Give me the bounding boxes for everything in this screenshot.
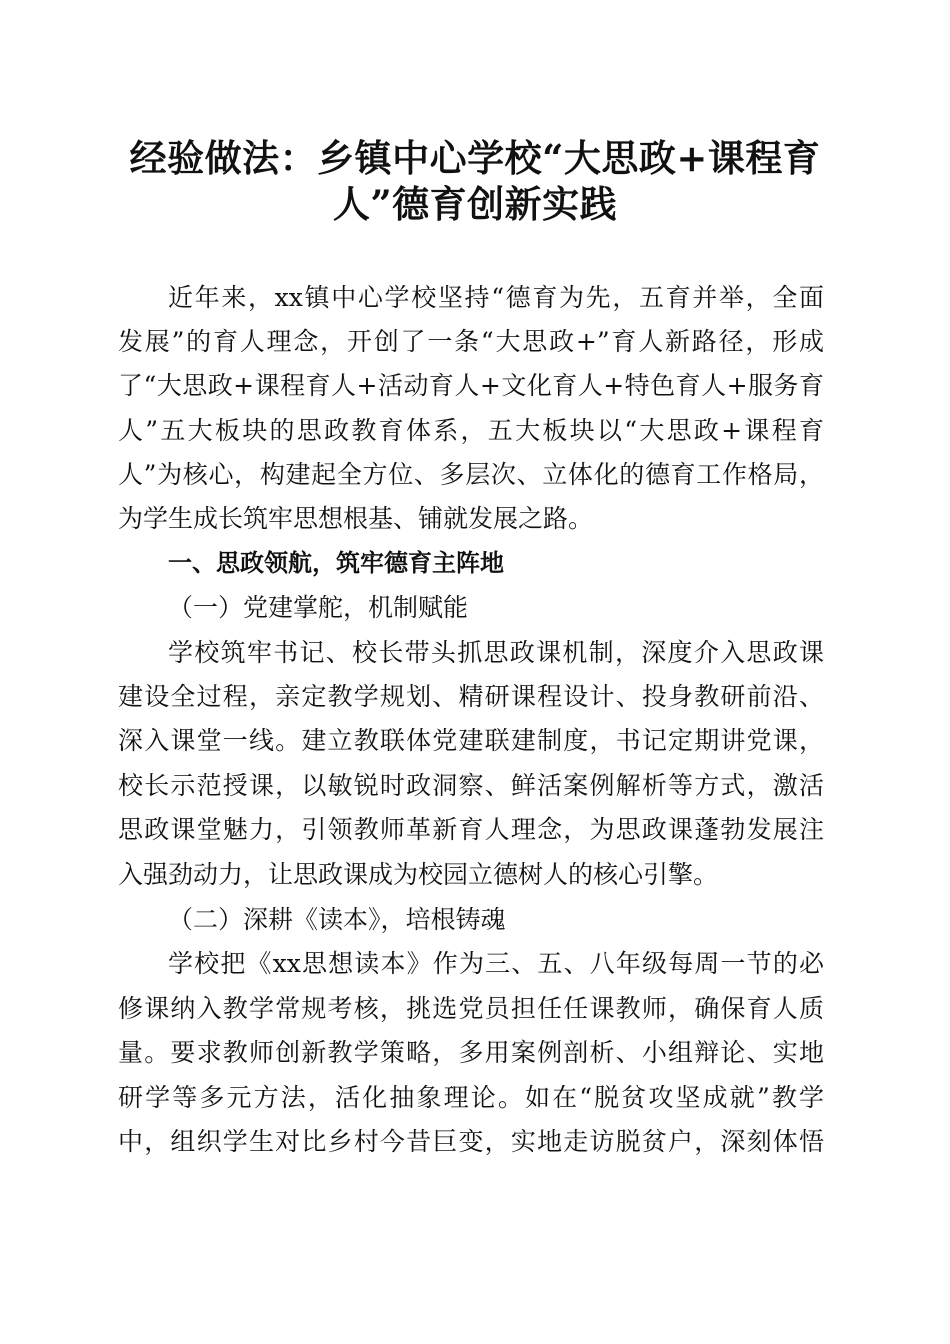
- subsection-1-line-6: 入强劲动力，让思政课成为校园立德树人的核心引擎。: [118, 860, 719, 889]
- subsection-2-line-2: 修课纳入教学常规考核，挑选党员担任任课教师，确保育人质: [118, 994, 824, 1023]
- subsection-1-line-1: 学校筑牢书记、校长带头抓思政课机制，深度介入思政课: [168, 638, 824, 667]
- subsection-2-line-5: 中，组织学生对比乡村今昔巨变，实地走访脱贫户，深刻体悟: [118, 1127, 824, 1156]
- subsection-1-line-2: 建设全过程，亲定教学规划、精研课程设计、投身教研前沿、: [118, 682, 824, 711]
- subsection-2-heading: （二）深耕《读本》，培根铸魂: [168, 905, 506, 934]
- section-1-heading: 一、思政领航，筑牢德育主阵地: [168, 549, 504, 577]
- intro-line-4: 人”五大板块的思政教育体系，五大板块以“大思政+课程育: [118, 416, 824, 445]
- intro-line-2: 发展”的育人理念，开创了一条“大思政+”育人新路径，形成: [118, 327, 824, 356]
- intro-line-6: 为学生成长筑牢思想根基、铺就发展之路。: [118, 504, 594, 533]
- document-title-line-2: 人”德育创新实践: [332, 182, 618, 226]
- document-title-line-1: 经验做法：乡镇中心学校“大思政+课程育: [129, 136, 821, 180]
- intro-line-1: 近年来，xx镇中心学校坚持“德育为先，五育并举，全面: [168, 283, 824, 312]
- subsection-1-heading: （一）党建掌舵，机制赋能: [168, 593, 469, 622]
- intro-line-3: 了“大思政+课程育人+活动育人+文化育人+特色育人+服务育: [118, 371, 824, 400]
- subsection-1-line-5: 思政课堂魅力，引领教师革新育人理念，为思政课蓬勃发展注: [118, 815, 824, 844]
- intro-line-5: 人”为核心，构建起全方位、多层次、立体化的德育工作格局，: [118, 460, 824, 489]
- subsection-2-line-3: 量。要求教师创新教学策略，多用案例剖析、小组辩论、实地: [118, 1038, 824, 1067]
- subsection-1-line-3: 深入课堂一线。建立教联体党建联建制度，书记定期讲党课，: [118, 726, 824, 755]
- subsection-2-line-1: 学校把《xx思想读本》作为三、五、八年级每周一节的必: [168, 949, 824, 978]
- subsection-1-line-4: 校长示范授课，以敏锐时政洞察、鲜活案例解析等方式，激活: [118, 771, 824, 800]
- subsection-2-line-4: 研学等多元方法，活化抽象理论。如在“脱贫攻坚成就”教学: [118, 1083, 824, 1112]
